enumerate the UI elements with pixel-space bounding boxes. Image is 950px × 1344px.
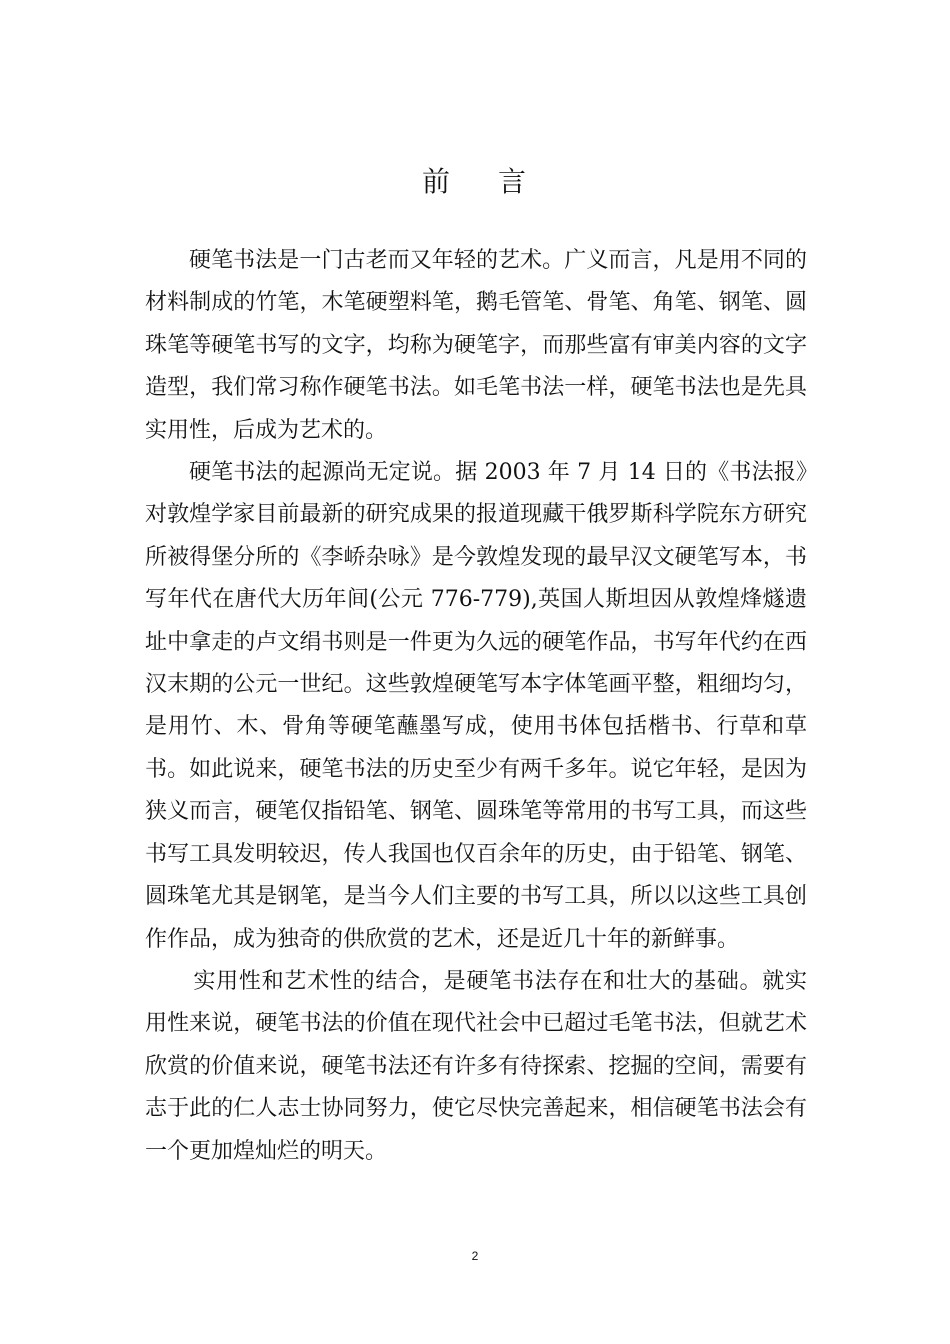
- paragraph-1: 硬笔书法是一门古老而又年轻的艺术。广义而言，凡是用不同的材料制成的竹笔，木笔硬塑料笔，鹅毛管笔、骨笔、角笔、钢笔、圆珠笔等硬笔书写的文字，均称为硬笔字，而那些富有审美内容的文字造型，我们常习称作硬笔书法。如毛笔书法一样，硬笔书法也是先具实用性，后成为艺术的。: [145, 248, 807, 443]
- page-title: [0, 160, 950, 200]
- paragraph-2: 硬笔书法的起源尚无定说。据 2003 年 7 月 14 日的《书法报》对敦煌学家目前最新的研究成果的报道现藏干俄罗斯科学院东方研究所被得堡分所的《李峤杂咏》是今敦煌发现的最早汉文硬笔写本，书写年代在唐代大历年间(公元 776-779),英国人斯坦因从敦煌烽燧遗址中拿走的卢文绢书则是一件更为久远的硬笔作品，书写年代约在西汉末期的公元一世纪。这些敦煌硬笔写本字体笔画平整，粗细均匀，是用竹、木、骨角等硬笔蘸墨写成，使用书体包括楷书、行草和草书。如此说来，硬笔书法的历史至少有两千多年。说它年轻，是因为狭义而言，硬笔仅指铅笔、钢笔、圆珠笔等常用的书写工具，而这些书写工具发明较迟，传人我国也仅百余年的历史，由于铅笔、钢笔、圆珠笔尤其是钢笔，是当今人们主要的书写工具，所以以这些工具创作作品，成为独奇的供欣赏的艺术，还是近几十年的新鲜事。: [145, 460, 807, 952]
- page-number: 2: [471, 1249, 479, 1263]
- body-text: [145, 240, 807, 1173]
- title-char-2: 言: [498, 165, 529, 198]
- title-char-1: 前: [421, 165, 452, 198]
- paragraph-3: 实用性和艺术性的结合，是硬笔书法存在和壮大的基础。就实用性来说，硬笔书法的价值在现代社会中已超过毛笔书法，但就艺术欣赏的价值来说，硬笔书法还有许多有待探索、挖掘的空间，需要有志于此的仁人志士协同努力，使它尽快完善起来，相信硬笔书法会有一个更加煌灿烂的明天。: [145, 968, 807, 1164]
